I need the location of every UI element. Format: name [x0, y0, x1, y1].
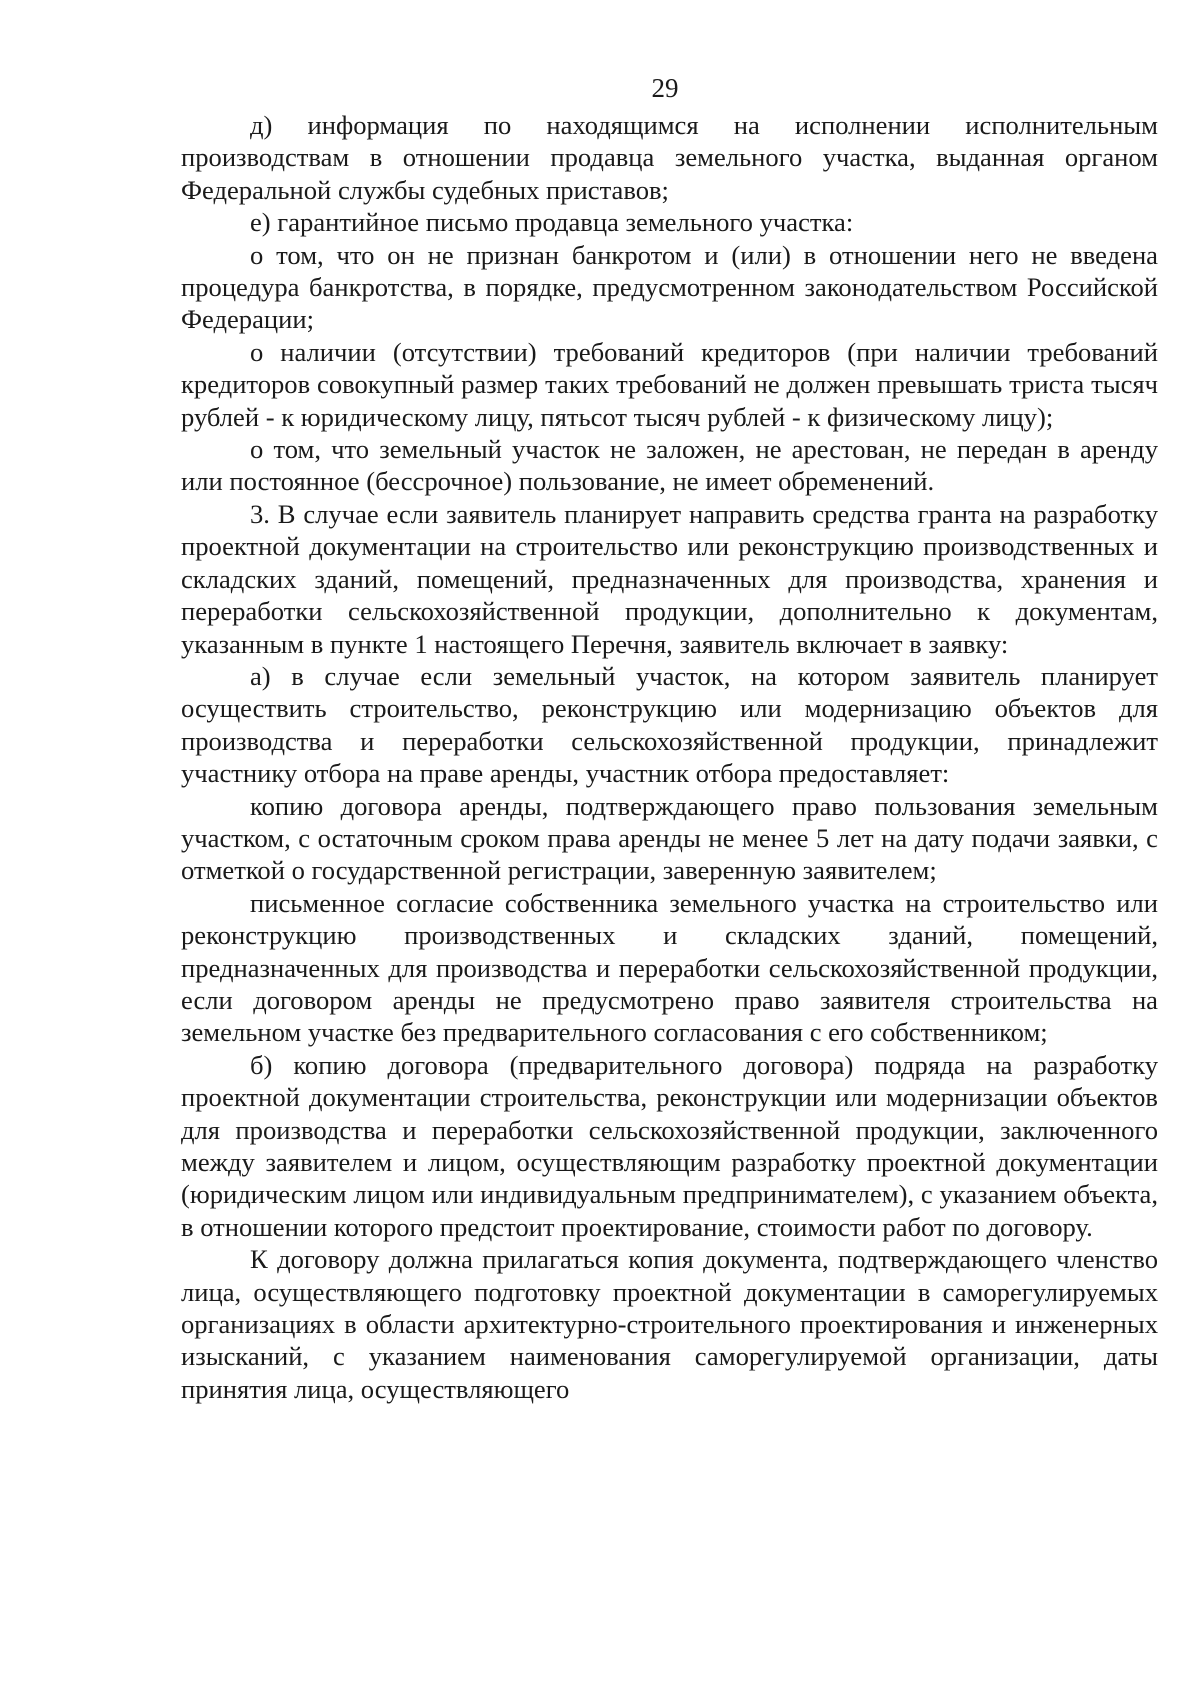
paragraph-d-enforcement-info: д) информация по находящимся на исполнении исполнительным производствам в отношении продавца земельного участка, выданная органом Федеральной службы судебных приставов; [181, 110, 1158, 205]
paragraph-not-bankrupt: о том, что он не признан банкротом и (или) в отношении него не введена процедура банкротства, в порядке, предусмотренном законодательством Российской Федерации; [181, 239, 1158, 335]
paragraph-3-project-documentation: 3. В случае если заявитель планирует направить средства гранта на разработку проектной документации на строительство или реконструкцию производственных и складских зданий, помещений, предназначенных для производства, хранения и переработки сельскохозяйственной продукции, дополнительно к документам, указанным в пункте 1 настоящего Перечня, заявитель включает в заявку: [181, 498, 1158, 659]
document-body [181, 109, 1158, 1405]
paragraph-creditor-claims: о наличии (отсутствии) требований кредиторов (при наличии требований кредиторов совокупный размер таких требований не должен превышать триста тысяч рублей - к юридическому лицу, пятьсот тысяч рублей - к физическому лицу); [181, 336, 1158, 432]
paragraph-lease-agreement-copy: копию договора аренды, подтверждающего право пользования земельным участком, с остаточным сроком права аренды не менее 5 лет на дату подачи заявки, с отметкой о государственной регистрации, заверенную заявителем; [181, 790, 1158, 886]
paragraph-no-encumbrances: о том, что земельный участок не заложен, не арестован, не передан в аренду или постоянное (бессрочное) пользование, не имеет обременений. [181, 434, 1158, 497]
paragraph-owner-consent: письменное согласие собственника земельного участка на строительство или реконструкцию производственных и складских зданий, помещений, предназначенных для производства и переработки сельскохозяйственной продукции, если договором аренды не предусмотрено право заявителя строительства на земельном участке без предварительного согласования с его собственником; [181, 887, 1158, 1048]
paragraph-b-contract-copy: б) копию договора (предварительного договора) подряда на разработку проектной документации строительства, реконструкции или модернизации объектов для производства и переработки сельскохозяйственной продукции, заключенного между заявителем и лицом, осуществляющим разработку проектной документации (юридическим лицом или индивидуальным предпринимателем), с указанием объекта, в отношении которого предстоит проектирование, стоимости работ по договору. [181, 1049, 1158, 1242]
page-number: 29 [651, 73, 679, 103]
paragraph-sro-membership: К договору должна прилагаться копия документа, подтверждающего членство лица, осуществляющего подготовку проектной документации в саморегулируемых организациях в области архитектурно-строительного проектирования и инженерных изысканий, с указанием наименования саморегулируемой организации, даты принятия лица, осуществляющего [181, 1244, 1158, 1404]
paragraph-a-lease-land: а) в случае если земельный участок, на котором заявитель планирует осуществить строительство, реконструкцию или модернизацию объектов для производства и переработки сельскохозяйственной продукции, принадлежит участнику отбора на праве аренды, участник отбора предоставляет: [181, 660, 1158, 789]
paragraph-e-guarantee-letter: е) гарантийное письмо продавца земельного участка: [250, 207, 854, 238]
